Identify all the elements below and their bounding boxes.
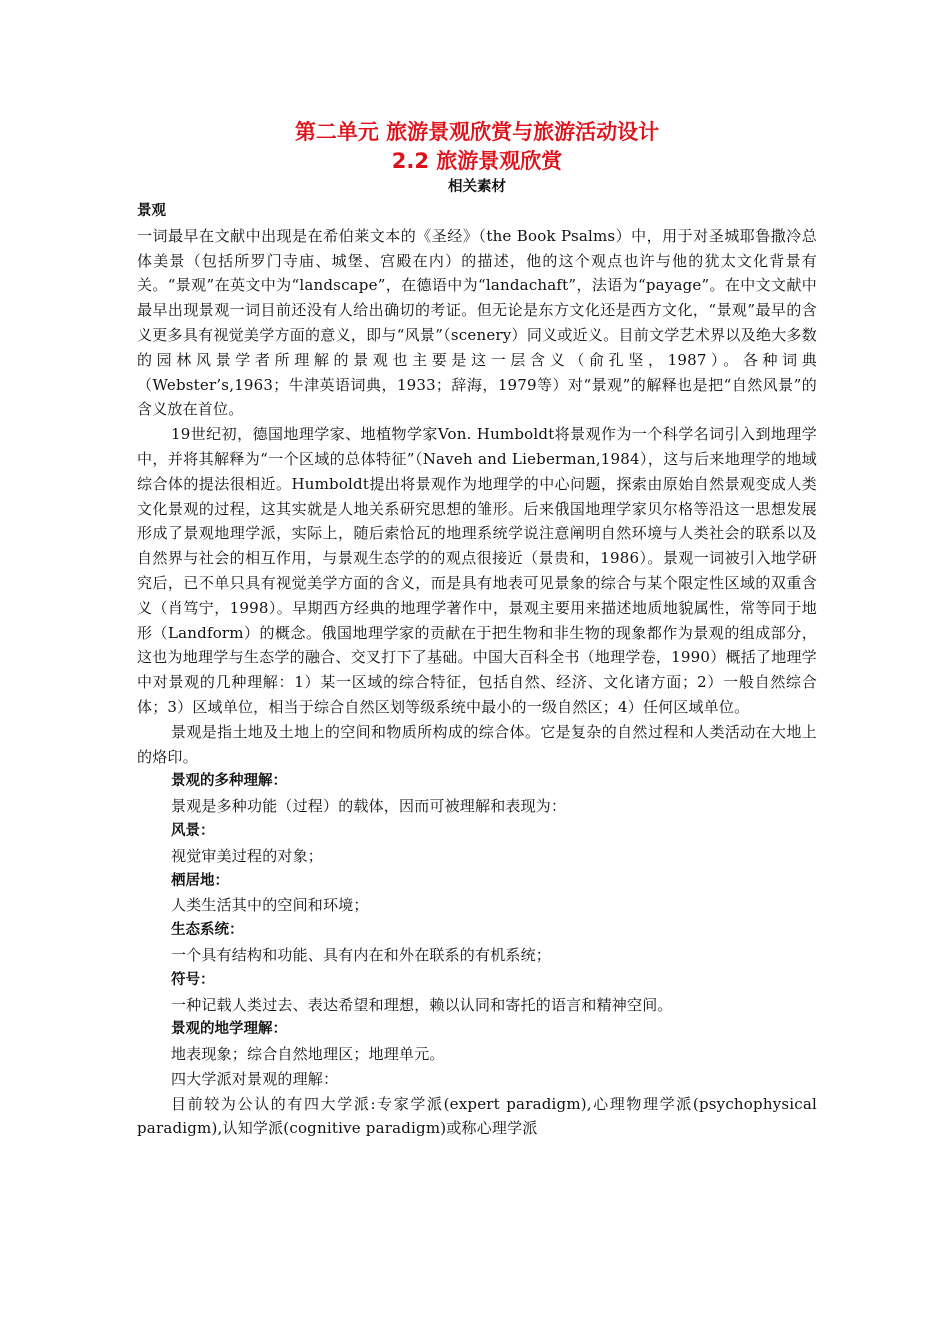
section-title: 2.2 旅游景观欣赏 [391,149,563,173]
heading-habitat: 栖居地： [171,872,229,889]
text-four-schools-intro: 四大学派对景观的理解： [171,1069,339,1088]
heading-landscape: 景观 [137,203,166,219]
text-ecosystem: 一个具有结构和功能、具有内在和外在联系的有机系统； [171,945,552,964]
document-page [137,118,817,1141]
heading-geographic-understanding: 景观的地学理解： [171,1021,287,1038]
paragraph-landscape-definition: 景观是指土地及土地上的空间和物质所构成的综合体。它是复杂的自然过程和人类活动在大地上的烙印。 [137,722,817,766]
text-multiple-understandings: 景观是多种功能（过程）的载体，因而可被理解和表现为： [171,797,567,816]
text-four-schools: 目前较为公认的有四大学派:专家学派(expert paradigm),心理物理学派(psychophysical paradigm),认知学派(cognitive paradigm)或称心理学派 [137,1094,818,1138]
text-geographic-understanding: 地表现象；综合自然地理区；地理单元。 [171,1045,445,1064]
heading-symbol: 符号： [171,971,215,988]
paragraph-humboldt: 19世纪初，德国地理学家、地植物学家Von. Humboldt将景观作为一个科学名词引入到地理学中，并将其解释为“一个区域的总体特征”（Naveh and Lieberman,1984），这与后来地理学的地域综合体的提法很相近。Humboldt提出将景观作为地理学的中心问题，探索由原始自然景观变成人类文化景观的过程，这其实就是人地关系研究思想的雏形。后来俄国地理学家贝尔格等沿这一思想发展形成了景观地理学派，实际上，随后索恰瓦的地理系统学说注意阐明自然环境与人类社会的联系以及自然界与社会的相互作用，与景观生态学的的观点很接近（景贵和，1986）。景观一词被引入地学研究后，已不单只具有视觉美学方面的含义，而是具有地表可见景象的综合与某个限定性区域的双重含义（肖笃宁，1998）。早期西方经典的地理学著作中，景观主要用来描述地质地貌属性，常等同于地形（Landform）的概念。俄国地理学家的贡献在于把生物和非生物的现象都作为景观的组成部分，这也为地理学与生态学的融合、交叉打下了基础。中国大百科全书（地理学卷，1990）概括了地理学中对景观的几种理解：1）某一区域的综合特征，包括自然、经济、文化诸方面；2）一般自然综合体；3）区域单位，相当于综合自然区划等级系统中最小的一级自然区；4）任何区域单位。 [137,425,817,716]
heading-multiple-understandings: 景观的多种理解： [171,773,287,790]
heading-ecosystem: 生态系统： [171,922,244,939]
text-scenery: 视觉审美过程的对象； [171,846,324,865]
paragraph-landscape-origin: 一词最早在文献中出现是在希伯莱文本的《圣经》（the Book Psalms）中，用于对圣城耶鲁撒冷总体美景（包括所罗门寺庙、城堡、宫殿在内）的描述，他的这个观点也许与他的犹太文化背景有关。“景观”在英文中为“landscape”，在德语中为“landachaft”，法语为“payage”。在中文文献中最早出现景观一词目前还没有人给出确切的考证。但无论是东方文化还是西方文化，“景观”最早的含义更多具有视觉美学方面的意义，即与“风景”（scenery）同义或近义。目前文学艺术界以及绝大多数的园林风景学者所理解的景观也主要是这一层含义（俞孔坚，1987）。各种词典（Webster’s,1963；牛津英语词典，1933；辞海，1979等）对“景观”的解释也是把“自然风景”的含义放在首位。 [137,226,817,419]
text-symbol: 一种记载人类过去、表达希望和理想，赖以认同和寄托的语言和精神空间。 [171,995,673,1014]
material-subtitle: 相关素材 [448,179,506,195]
heading-scenery: 风景： [171,822,215,839]
unit-title: 第二单元 旅游景观欣赏与旅游活动设计 [294,120,660,144]
text-habitat: 人类生活其中的空间和环境； [171,896,369,915]
